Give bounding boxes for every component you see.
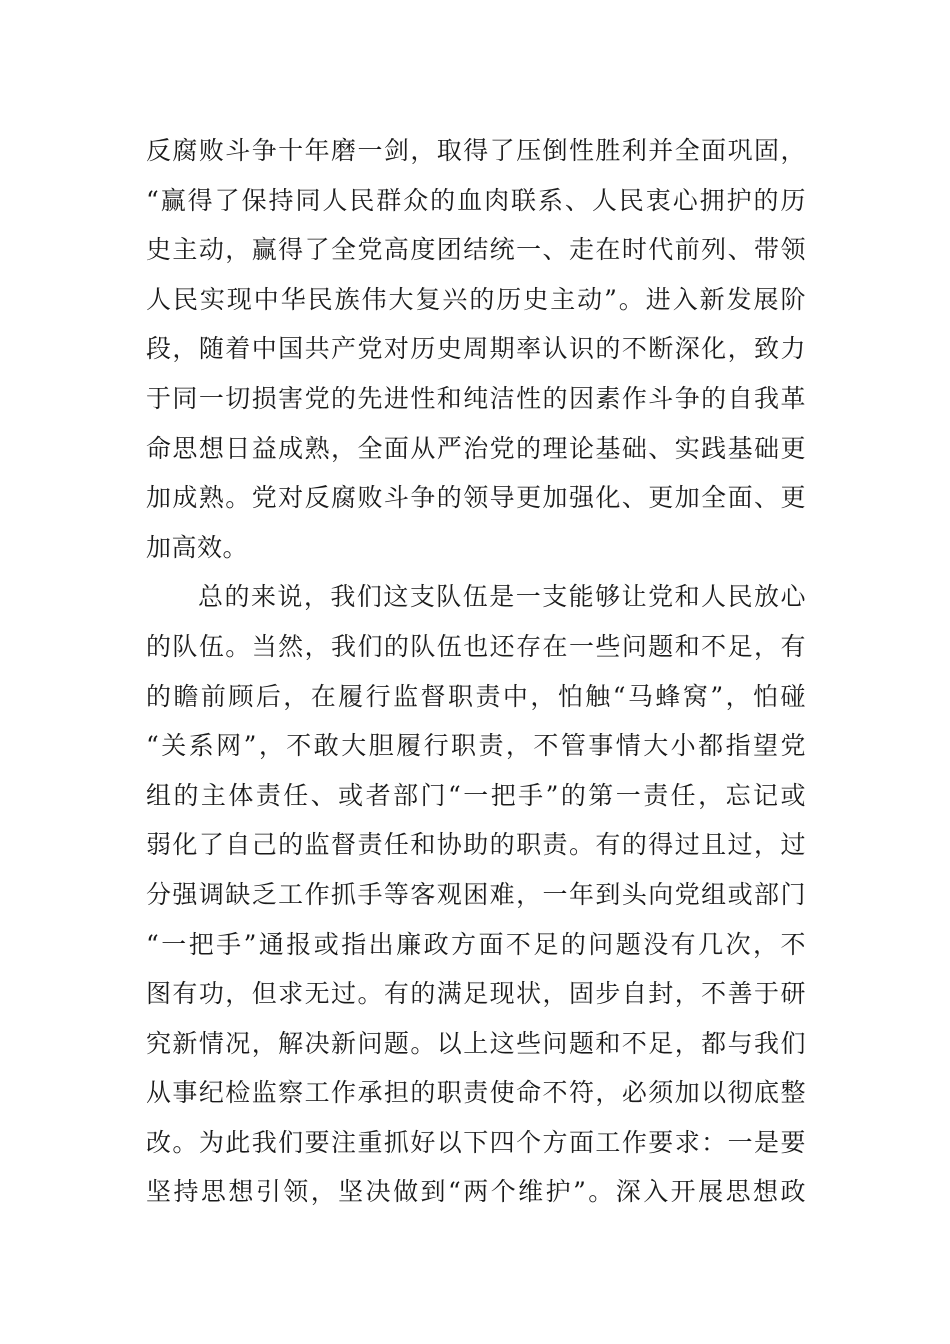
text-line: 反腐败斗争十年磨一剑，取得了压倒性胜利并全面巩固， [146,136,806,165]
text-line: “关系网”，不敢大胆履行职责，不管事情大小都指望党 [146,731,806,761]
text-line: 图有功，但求无过。有的满足现状，固步自封，不善于研 [146,979,806,1009]
text-line: 的瞻前顾后，在履行监督职责中，怕触“马蜂窝”，怕碰 [146,681,806,711]
text-line: 于同一切损害党的先进性和纯洁性的因素作斗争的自我革 [146,383,806,413]
text-line: 组的主体责任、或者部门“一把手”的第一责任，忘记或 [146,780,806,810]
body-text [146,126,806,1217]
text-line: 分强调缺乏工作抓手等客观困难，一年到头向党组或部门 [146,879,806,909]
text-line: 加成熟。党对反腐败斗争的领导更加强化、更加全面、更 [146,483,806,513]
paragraph-2 [146,572,806,1217]
text-line: 究新情况，解决新问题。以上这些问题和不足，都与我们 [146,1028,806,1058]
text-line: 的队伍。当然，我们的队伍也还存在一些问题和不足，有 [146,631,806,661]
text-line: “一把手”通报或指出廉政方面不足的问题没有几次，不 [146,929,806,959]
paragraph-1 [146,126,806,572]
text-line: 改。为此我们要注重抓好以下四个方面工作要求：一是要 [146,1127,806,1157]
text-line: 总的来说，我们这支队伍是一支能够让党和人民放心 [198,582,806,612]
text-line: 加高效。 [146,532,249,562]
text-line: 史主动，赢得了全党高度团结统一、走在时代前列、带领 [146,235,806,265]
text-line: 人民实现中华民族伟大复兴的历史主动”。进入新发展阶 [146,284,806,314]
text-line: 从事纪检监察工作承担的职责使命不符，必须加以彻底整 [146,1078,806,1108]
text-line: “赢得了保持同人民群众的血肉联系、人民衷心拥护的历 [146,185,806,215]
text-line: 弱化了自己的监督责任和协助的职责。有的得过且过，过 [146,830,806,860]
text-line: 命思想日益成熟，全面从严治党的理论基础、实践基础更 [146,433,806,463]
text-line: 坚持思想引领，坚决做到“两个维护”。深入开展思想政 [146,1177,806,1207]
text-line: 段，随着中国共产党对历史周期率认识的不断深化，致力 [146,334,806,364]
